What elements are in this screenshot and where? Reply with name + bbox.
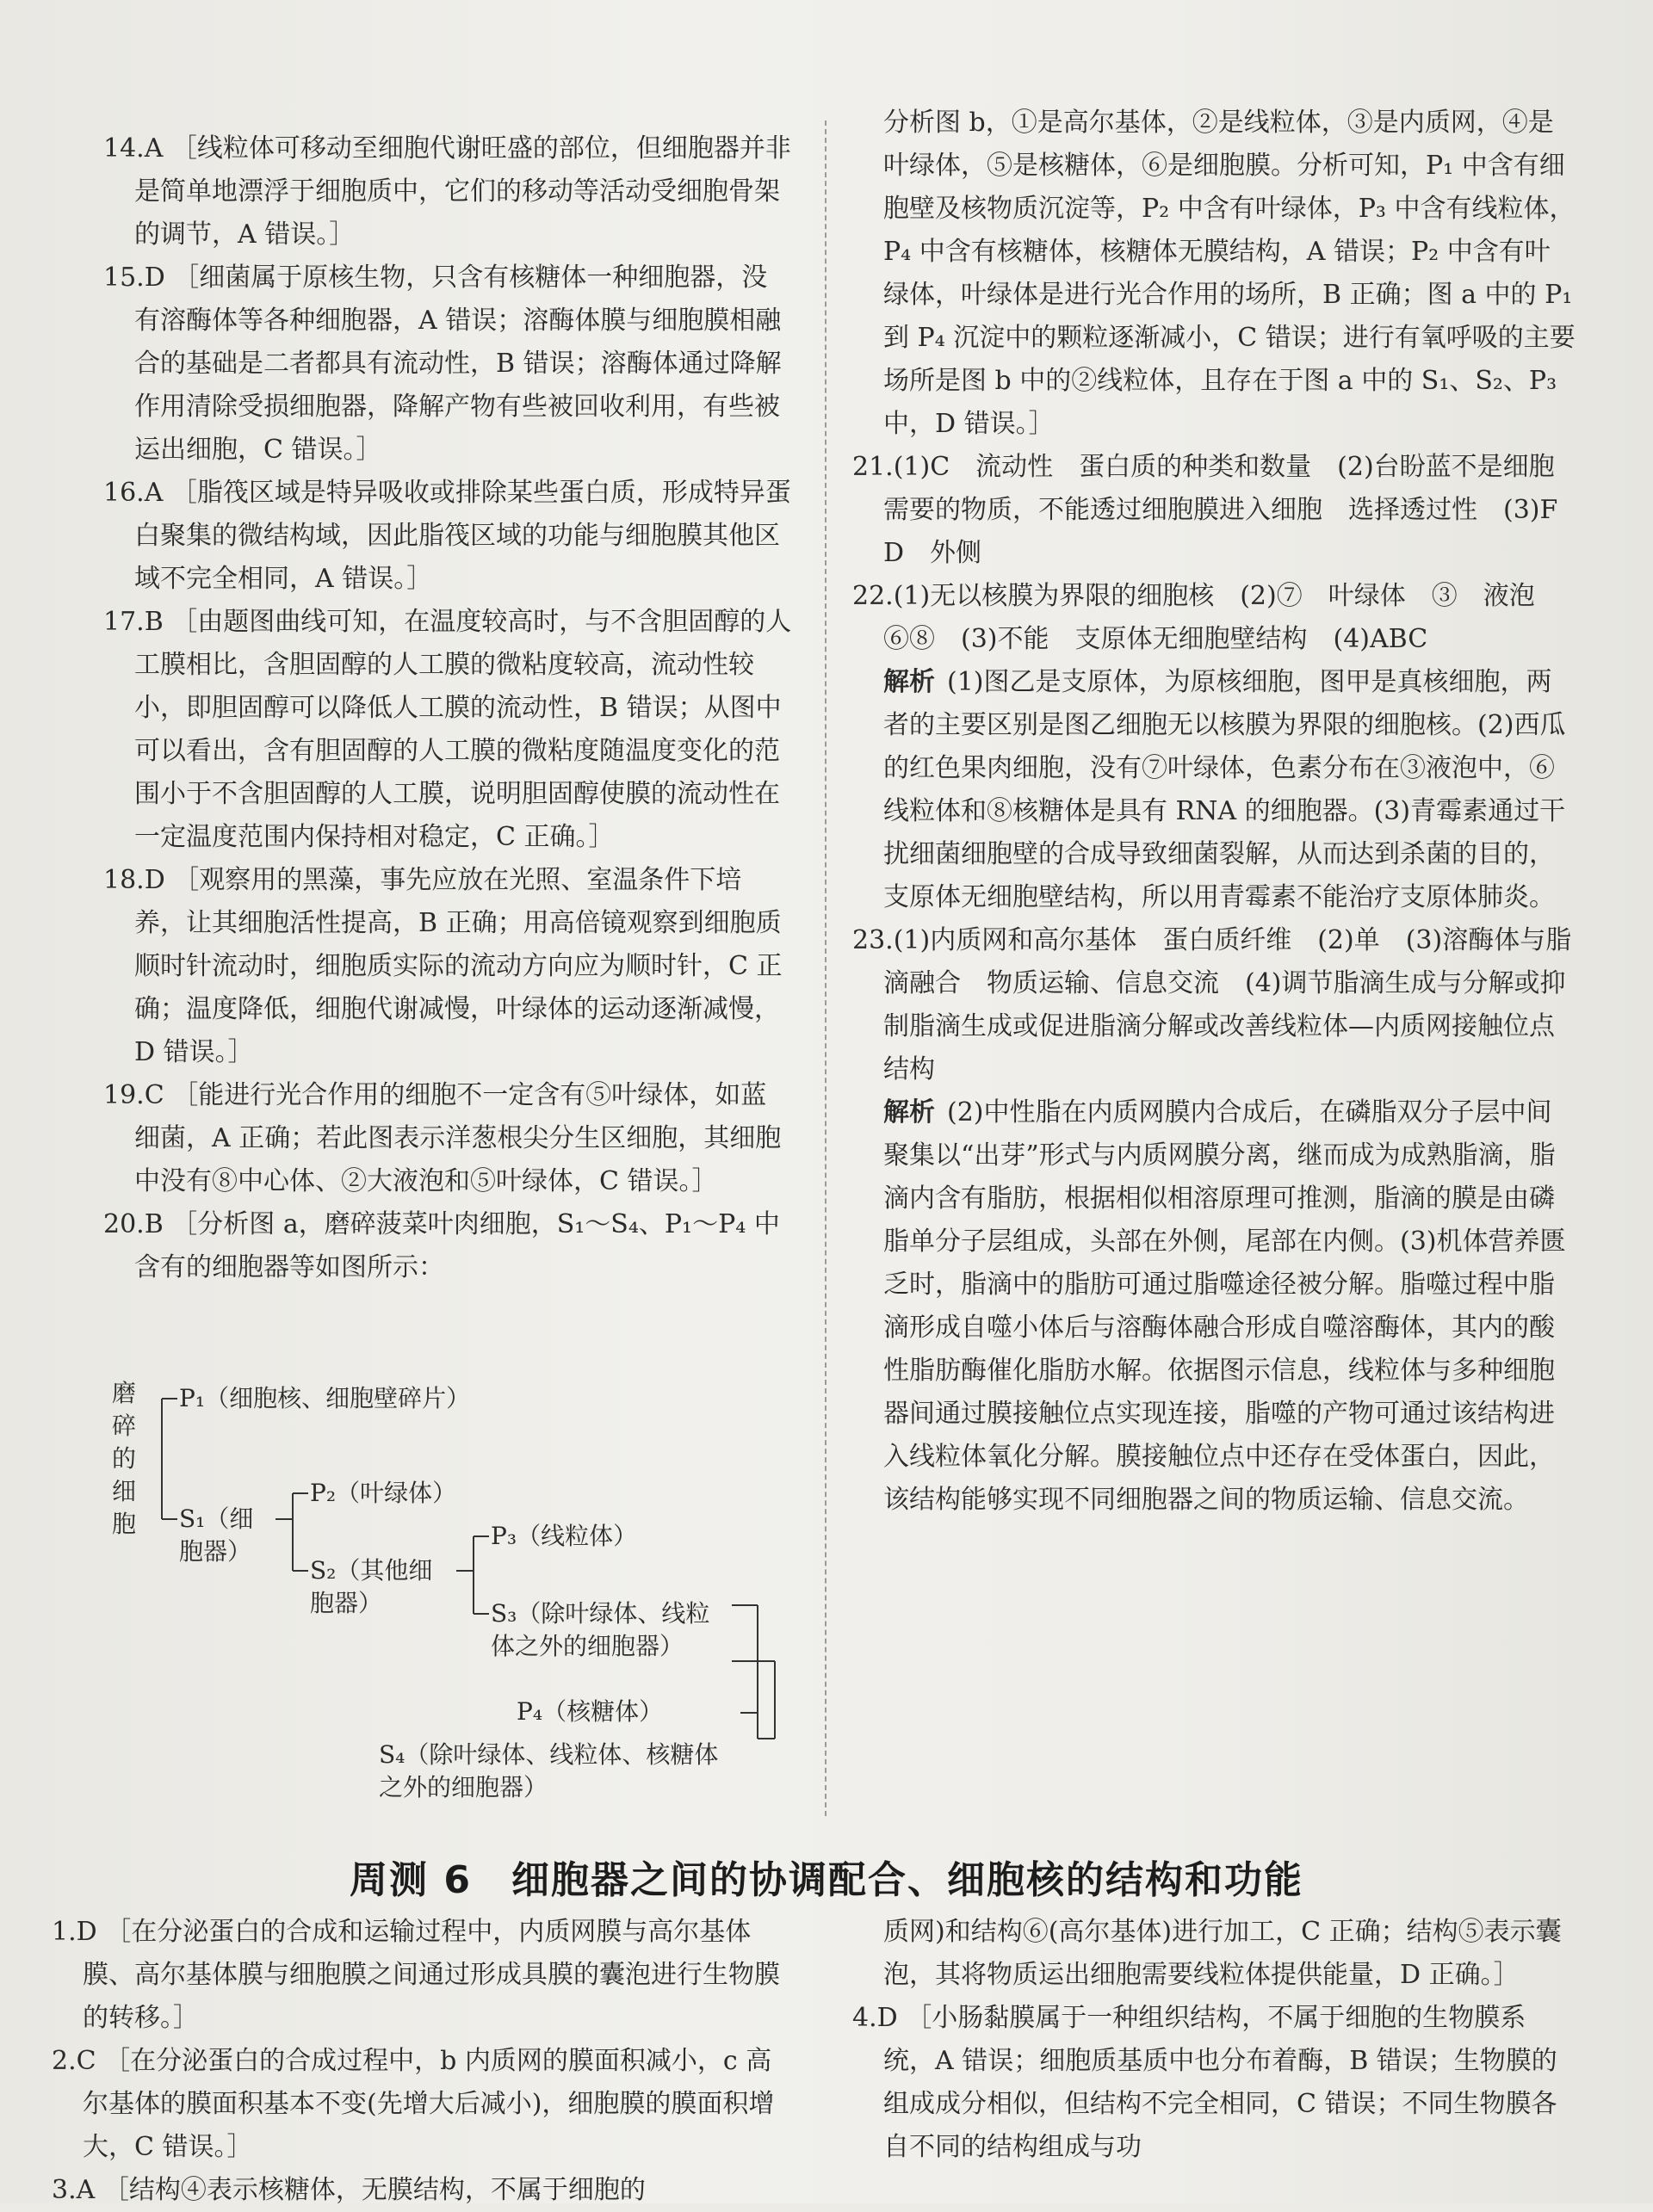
analysis-label: 解析 xyxy=(883,667,935,697)
diagram-s1: S₁（细胞器） xyxy=(179,1505,254,1566)
analysis-22 xyxy=(852,661,1576,919)
w6-answer-4: 4.D ［小肠黏膜属于一种组织结构，不属于细胞的生物膜系统，A 错误；细胞质基质中也分布着酶，B 错误；生物膜的组成成分相似，但结构不完全相同，C 错误；不同生物膜各自不同的结构组成与功 xyxy=(852,2003,1557,2162)
answer-17: 17.B ［由题图曲线可知，在温度较高时，与不含胆固醇的人工膜相比，含胆固醇的人工膜的微粘度较高，流动性较小，即胆固醇可以降低人工膜的流动性，B 错误；从图中可以看出，含有胆固醇的人工膜的微粘度随温度变化的范围小于不含胆固醇的人工膜，说明胆固醇使膜的流动性在一定温度范围内保持相对稳定，C 正确。］ xyxy=(103,607,792,852)
answer-22: 22.(1)无以核膜为界限的细胞核 (2)⑦ 叶绿体 ③ 液泡 ⑥⑧ (3)不能 支原体无细胞壁结构 (4)ABC xyxy=(852,581,1561,654)
w6-answer-2: 2.C ［在分泌蛋白的合成过程中，b 内质网的膜面积减小，c 高尔基体的膜面积基本不变(先增大后减小)，细胞膜的膜面积增大，C 错误。］ xyxy=(52,2046,775,2162)
analysis-23 xyxy=(852,1091,1576,1522)
w6-answer-3-continued: 质网)和结构⑥(高尔基体)进行加工，C 正确；结构⑤表示囊泡，其将物质运出细胞需要线粒体提供能量，D 正确。］ xyxy=(883,1917,1562,1990)
answer-18: 18.D ［观察用的黑藻，事先应放在光照、室温条件下培养，让其细胞活性提高，B 正确；用高倍镜观察到细胞质顺时针流动时，细胞质实际的流动方向应为顺时针，C 正确；温度降低，细胞代谢减慢，叶绿体的运动逐渐减慢，D 错误。］ xyxy=(103,865,783,1067)
column-divider xyxy=(825,120,826,1816)
diagram-p1: P₁（细胞核、细胞壁碎片） xyxy=(179,1384,471,1412)
bottom-right-column xyxy=(852,1911,1576,2169)
analysis-22-text: (1)图乙是支原体，为原核细胞，图甲是真核细胞，两者的主要区别是图乙细胞无以核膜为界限的细胞核。(2)西瓜的红色果肉细胞，没有⑦叶绿体，色素分布在③液泡中，⑥线粒体和⑧核糖体是具有 RNA 的细胞器。(3)青霉素通过干扰细菌细胞壁的合成导致细菌裂解，从而达到杀菌的目的，支原体无细胞壁结构，所以用青霉素不能治疗支原体肺炎。 xyxy=(883,667,1566,912)
answer-16: 16.A ［脂筏区域是特异吸收或排除某些蛋白质，形成特异蛋白聚集的微结构域，因此脂筏区域的功能与细胞膜其他区域不完全相同，A 错误。］ xyxy=(103,478,791,594)
diagram-p4: P₄（核糖体） xyxy=(517,1697,664,1726)
answer-15: 15.D ［细菌属于原核生物，只含有核糖体一种细胞器，没有溶酶体等各种细胞器，A 错误；溶酶体膜与细胞膜相融合的基础是二者都具有流动性，B 错误；溶酶体通过降解作用清除受损细胞器，降解产物有些被回收利用，有些被运出细胞，C 错误。］ xyxy=(103,263,782,465)
analysis-23-text: (2)中性脂在内质网膜内合成后，在磷脂双分子层中间聚集以“出芽”形式与内质网膜分离，继而成为成熟脂滴，脂滴内含有脂肪，根据相似相溶原理可推测，脂滴的膜是由磷脂单分子层组成，头部在外侧，尾部在内侧。(3)机体营养匮乏时，脂滴中的脂肪可通过脂噬途径被分解。脂噬过程中脂滴形成自噬小体后与溶酶体融合形成自噬溶酶体，其内的酸性脂肪酶催化脂肪水解。依据图示信息，线粒体与多种细胞器间通过膜接触位点实现连接，脂噬的产物可通过该结构进入线粒体氧化分解。膜接触位点中还存在受体蛋白，因此，该结构能够实现不同细胞器之间的物质运输、信息交流。 xyxy=(883,1097,1566,1515)
left-column xyxy=(103,127,792,1289)
bottom-left-column xyxy=(52,1911,792,2212)
diagram-p3: P₃（线粒体） xyxy=(491,1522,638,1550)
analysis-label: 解析 xyxy=(883,1097,935,1128)
answer-19: 19.C ［能进行光合作用的细胞不一定含有⑤叶绿体，如蓝细菌，A 正确；若此图表示洋葱根尖分生区细胞，其细胞中没有⑧中心体、②大液泡和⑤叶绿体，C 错误。］ xyxy=(103,1080,782,1196)
diagram-p2: P₂（叶绿体） xyxy=(310,1479,457,1507)
section-title: 周测 6 细胞器之间的协调配合、细胞核的结构和功能 xyxy=(350,1858,1303,1902)
diagram-s4: S₄（除叶绿体、线粒体、核糖体之外的细胞器） xyxy=(379,1740,719,1801)
answer-23: 23.(1)内质网和高尔基体 蛋白质纤维 (2)单 (3)溶酶体与脂滴融合 物质运输、信息交流 (4)调节脂滴生成与分解或抑制脂滴生成或促进脂滴分解或改善线粒体—内质网接触位点结构 xyxy=(852,925,1572,1084)
diagram-s2: S₂（其他细胞器） xyxy=(310,1556,433,1617)
diagram-s3: S₃（除叶绿体、线粒体之外的细胞器） xyxy=(491,1599,710,1660)
diagram-root: 磨碎的细胞 xyxy=(112,1379,137,1538)
fractionation-diagram xyxy=(103,1377,809,1816)
answer-14: 14.A ［线粒体可移动至细胞代谢旺盛的部位，但细胞器并非是简单地漂浮于细胞质中，它们的移动等活动受细胞骨架的调节，A 错误。］ xyxy=(103,133,791,250)
w6-answer-3: 3.A ［结构④表示核糖体，无膜结构，不属于细胞的 xyxy=(52,2175,646,2205)
answer-21: 21.(1)C 流动性 蛋白质的种类和数量 (2)台盼蓝不是细胞需要的物质，不能透过细胞膜进入细胞 选择透过性 (3)F D 外侧 xyxy=(852,452,1584,568)
w6-answer-1: 1.D ［在分泌蛋白的合成和运输过程中，内质网膜与高尔基体膜、高尔基体膜与细胞膜之间通过形成具膜的囊泡进行生物膜的转移。］ xyxy=(52,1917,780,2033)
answer-20: 20.B ［分析图 a，磨碎菠菜叶肉细胞，S₁～S₄、P₁～P₄ 中含有的细胞器等如图所示： xyxy=(103,1209,780,1282)
answer-20-continued: 分析图 b，①是高尔基体，②是线粒体，③是内质网，④是叶绿体，⑤是核糖体，⑥是细胞膜。分析可知，P₁ 中含有细胞壁及核物质沉淀等，P₂ 中含有叶绿体，P₃ 中含有线粒体，P₄ 中含有核糖体，核糖体无膜结构，A 错误；P₂ 中含有叶绿体，叶绿体是进行光合作用的场所，B 正确；图 a 中的 P₁ 到 P₄ 沉淀中的颗粒逐渐减小，C 错误；进行有氧呼吸的主要场所是图 b 中的②线粒体，且存在于图 a 中的 S₁、S₂、P₃ 中，D 错误。］ xyxy=(883,108,1576,439)
right-column xyxy=(852,102,1584,1522)
